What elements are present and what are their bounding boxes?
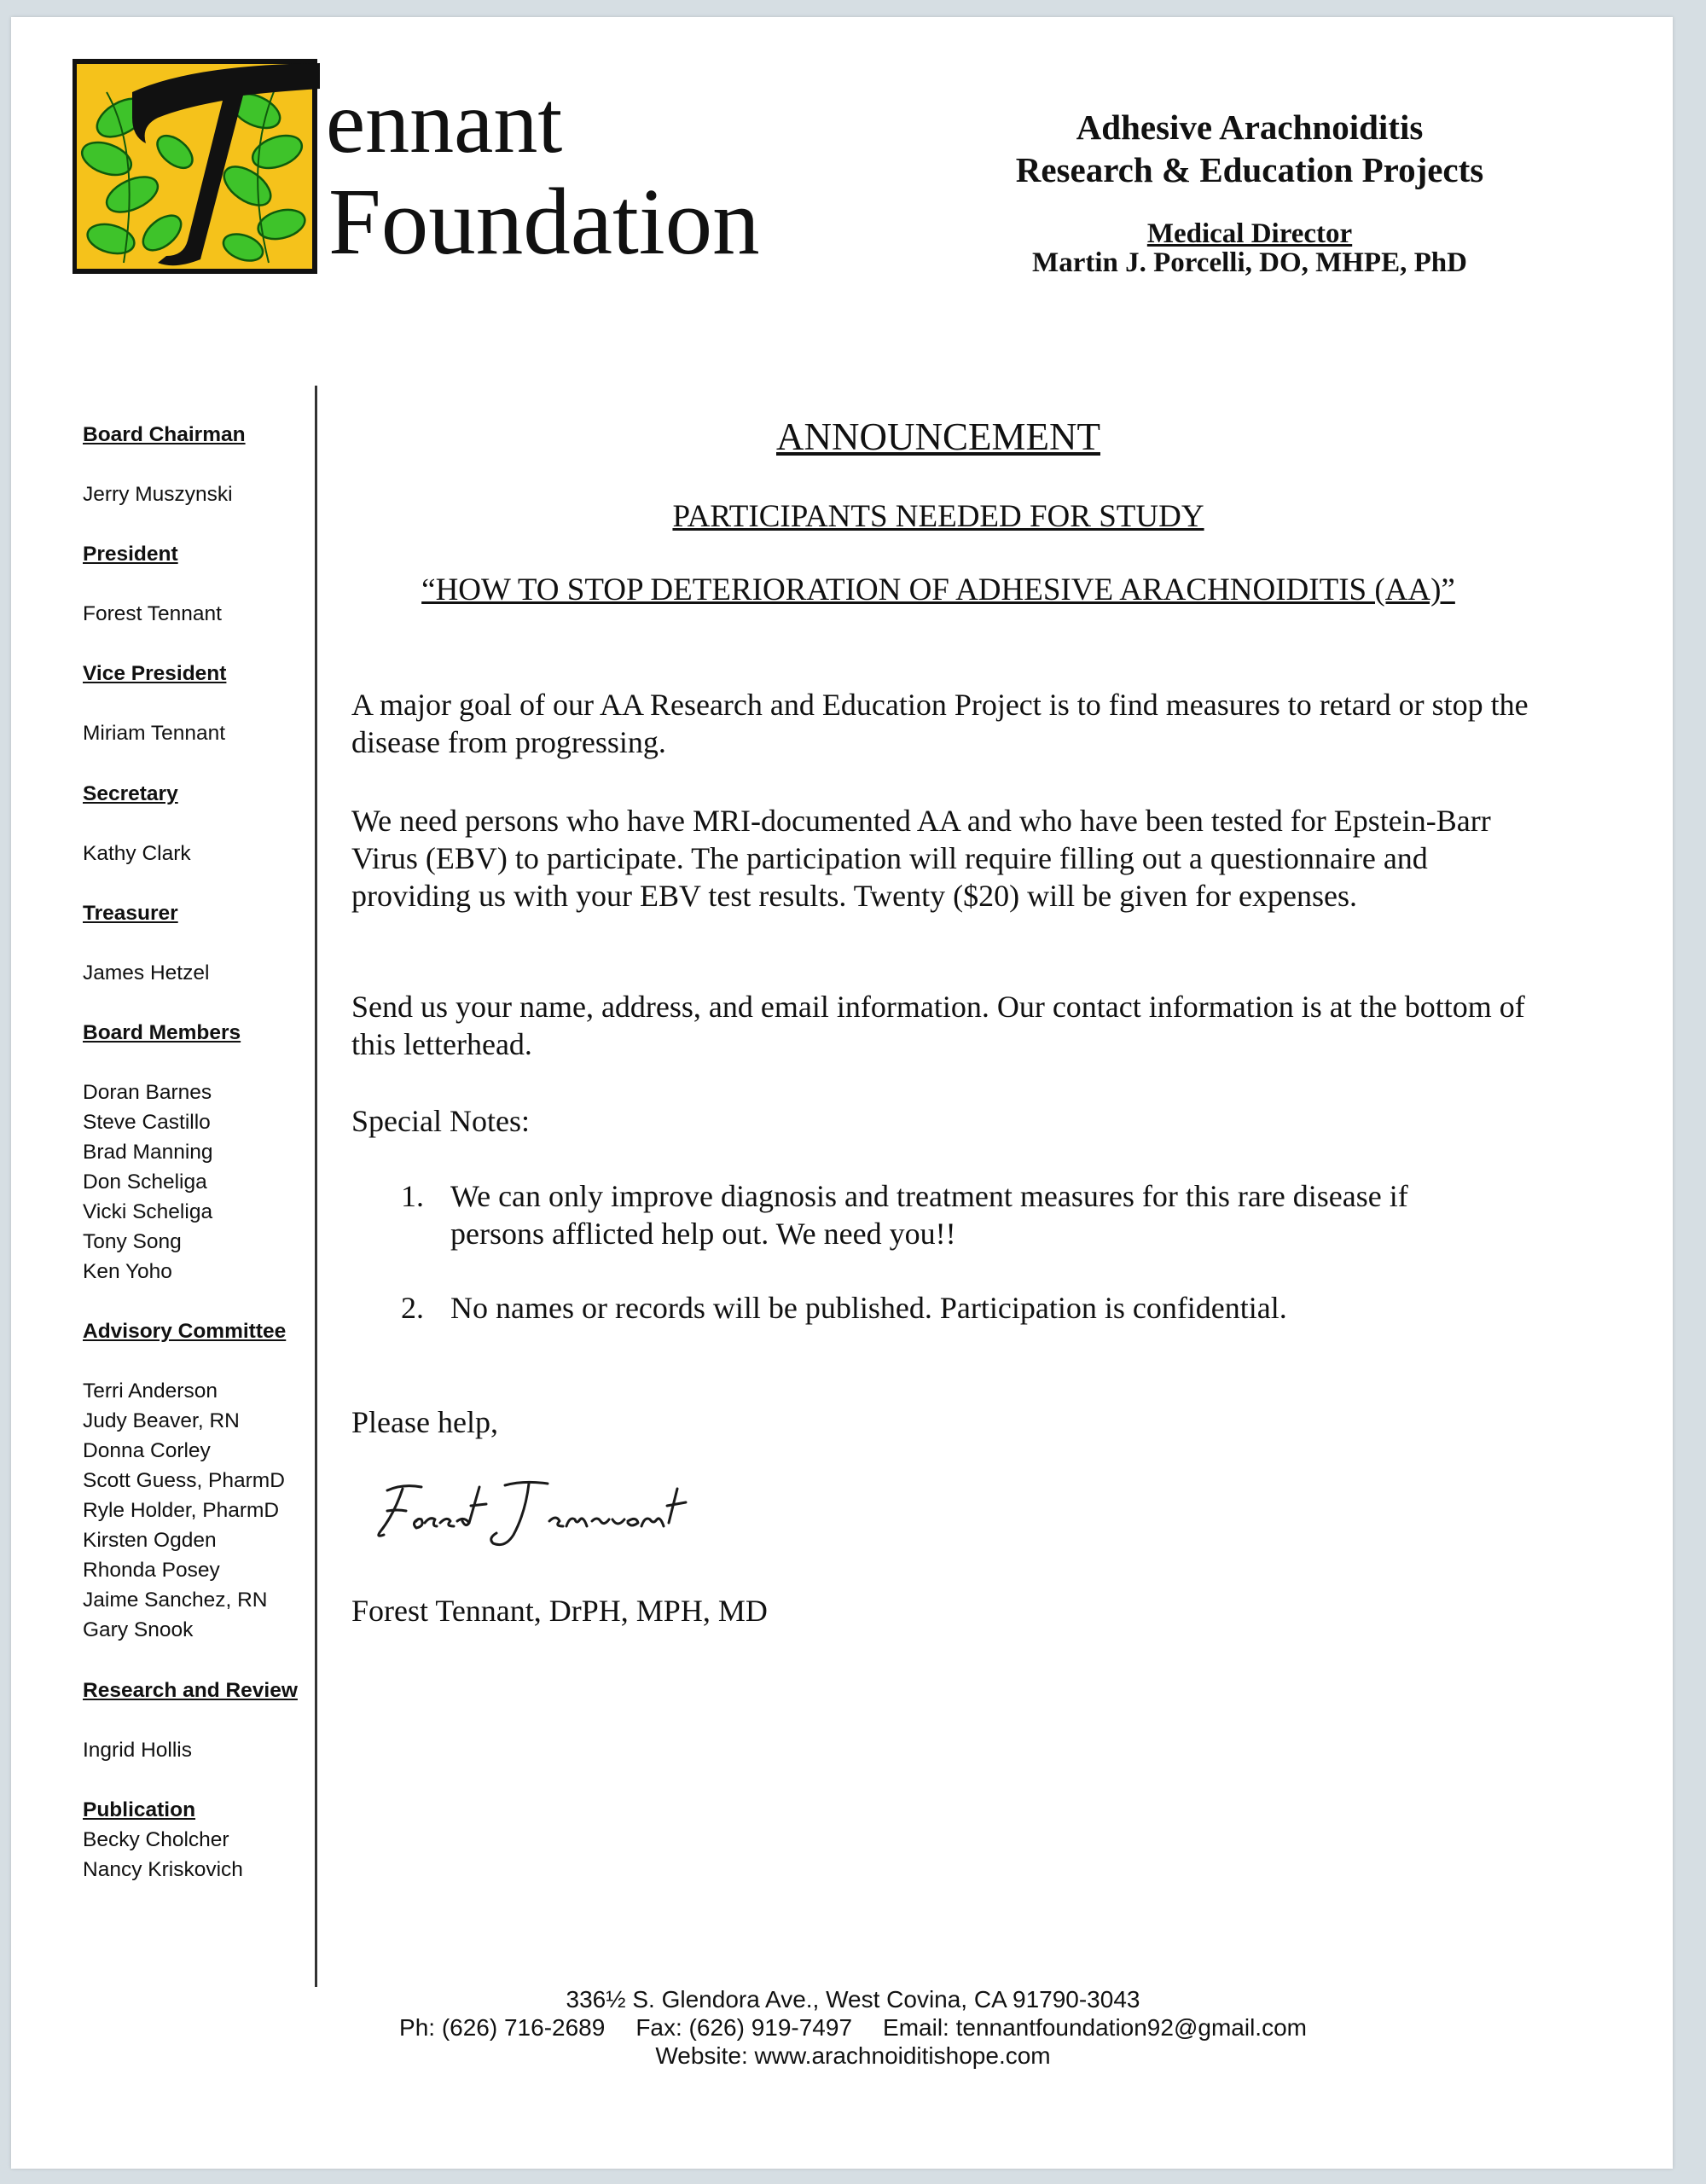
closing-line: Please help, bbox=[351, 1405, 498, 1439]
sidebar-heading: Research and Review bbox=[83, 1679, 298, 1702]
sidebar-name: Ryle Holder, PharmD bbox=[83, 1499, 280, 1522]
sidebar-name: Kirsten Ogden bbox=[83, 1529, 217, 1552]
sidebar-heading: Vice President bbox=[83, 662, 227, 685]
sidebar-name: Judy Beaver, RN bbox=[83, 1409, 240, 1432]
footer-contacts bbox=[256, 2013, 1450, 2042]
sidebar-section-advisory-committee bbox=[83, 1316, 286, 1645]
body-paragraph: A major goal of our AA Research and Education Project is to find measures to retard or stop the disease from progressing. bbox=[351, 688, 1529, 759]
sidebar-section-treasurer bbox=[83, 898, 209, 988]
note-number: 2. bbox=[401, 1291, 424, 1325]
sidebar-section-research-and-review bbox=[83, 1676, 298, 1765]
sidebar-name: Terri Anderson bbox=[83, 1380, 218, 1403]
sidebar-name: Jaime Sanchez, RN bbox=[83, 1589, 268, 1612]
medical-director-label: Medical Director bbox=[1146, 218, 1353, 249]
signer-name: Forest Tennant, DrPH, MPH, MD bbox=[351, 1594, 768, 1628]
sidebar-heading: Board Chairman bbox=[83, 423, 246, 446]
sidebar-heading: Treasurer bbox=[83, 902, 178, 925]
footer-phone: Ph: (626) 716-2689 bbox=[399, 2014, 606, 2041]
note-number: 1. bbox=[401, 1179, 424, 1213]
sidebar-heading: Board Members bbox=[83, 1021, 241, 1044]
sidebar-heading: President bbox=[83, 543, 178, 566]
sidebar-section-secretary bbox=[83, 779, 191, 868]
sidebar-heading: Advisory Committee bbox=[83, 1320, 287, 1343]
body-paragraph: We need persons who have MRI-documented AA and who have been tested for Epstein-Barr Virus (EBV) to participate. The participation will require filling out a questionnaire and providing us with your EBV test results. Twenty ($20) will be given for expenses. bbox=[351, 804, 1491, 913]
sidebar-section-publication bbox=[83, 1795, 243, 1885]
sidebar-heading: Secretary bbox=[83, 782, 178, 805]
announcement-subtitle: PARTICIPANTS NEEDED FOR STUDY bbox=[672, 499, 1204, 534]
footer-fax: Fax: (626) 919-7497 bbox=[635, 2014, 853, 2041]
sidebar-name: Doran Barnes bbox=[83, 1081, 212, 1104]
note-text: We can only improve diagnosis and treatment measures for this rare disease if persons afflicted help out. We need you!! bbox=[450, 1179, 1408, 1251]
sidebar-name: Donna Corley bbox=[83, 1439, 211, 1462]
sidebar-name: Brad Manning bbox=[83, 1141, 213, 1164]
sidebar-name: Ken Yoho bbox=[83, 1260, 172, 1283]
logo-word-foundation: Foundation bbox=[328, 170, 760, 275]
footer-website[interactable]: Website: www.arachnoiditishope.com bbox=[655, 2042, 1051, 2069]
study-title: “HOW TO STOP DETERIORATION OF ADHESIVE ARACHNOIDITIS (AA)” bbox=[421, 572, 1455, 607]
sidebar-section-board-chairman bbox=[83, 420, 246, 509]
sidebar-name: Ingrid Hollis bbox=[83, 1739, 192, 1762]
sidebar-name: Forest Tennant bbox=[83, 602, 222, 625]
footer-address: 336½ S. Glendora Ave., West Covina, CA 91790-3043 bbox=[566, 1986, 1140, 2013]
special-notes-heading: Special Notes: bbox=[351, 1104, 530, 1138]
medical-director-name: Martin J. Porcelli, DO, MHPE, PhD bbox=[1032, 247, 1467, 278]
sidebar-section-board-members bbox=[83, 1018, 241, 1287]
sidebar-name: Gary Snook bbox=[83, 1618, 194, 1641]
sidebar-name: James Hetzel bbox=[83, 961, 210, 985]
sidebar-name: Steve Castillo bbox=[83, 1111, 211, 1134]
sidebar-name: Scott Guess, PharmD bbox=[83, 1469, 285, 1492]
sidebar-name: Kathy Clark bbox=[83, 842, 191, 865]
note-text: No names or records will be published. Participation is confidential. bbox=[450, 1291, 1287, 1325]
sidebar-name: Jerry Muszynski bbox=[83, 483, 233, 506]
header-program-title: Adhesive Arachnoiditis bbox=[1076, 107, 1424, 147]
footer-email[interactable]: Email: tennantfoundation92@gmail.com bbox=[883, 2014, 1307, 2041]
letterhead-page bbox=[11, 17, 1673, 2169]
sidebar-heading: Publication bbox=[83, 1798, 196, 1821]
logo-word-ennant: ennant bbox=[326, 73, 563, 171]
sidebar-name: Vicki Scheliga bbox=[83, 1200, 213, 1223]
sidebar-section-president bbox=[83, 539, 222, 629]
sidebar-name: Miriam Tennant bbox=[83, 722, 226, 745]
header-program-subtitle: Research & Education Projects bbox=[1015, 150, 1484, 189]
handwritten-signature bbox=[368, 1472, 727, 1553]
sidebar-divider bbox=[315, 386, 317, 1987]
sidebar-name: Don Scheliga bbox=[83, 1170, 207, 1194]
sidebar-name: Nancy Kriskovich bbox=[83, 1858, 243, 1881]
body-paragraph: Send us your name, address, and email information. Our contact information is at the bottom of this letterhead. bbox=[351, 990, 1525, 1061]
sidebar-name: Becky Cholcher bbox=[83, 1828, 229, 1851]
sidebar-section-vice-president bbox=[83, 659, 226, 748]
tennant-foundation-logo bbox=[73, 58, 320, 275]
sidebar-name: Tony Song bbox=[83, 1230, 182, 1253]
announcement-title: ANNOUNCEMENT bbox=[776, 415, 1100, 458]
sidebar-name: Rhonda Posey bbox=[83, 1559, 220, 1582]
